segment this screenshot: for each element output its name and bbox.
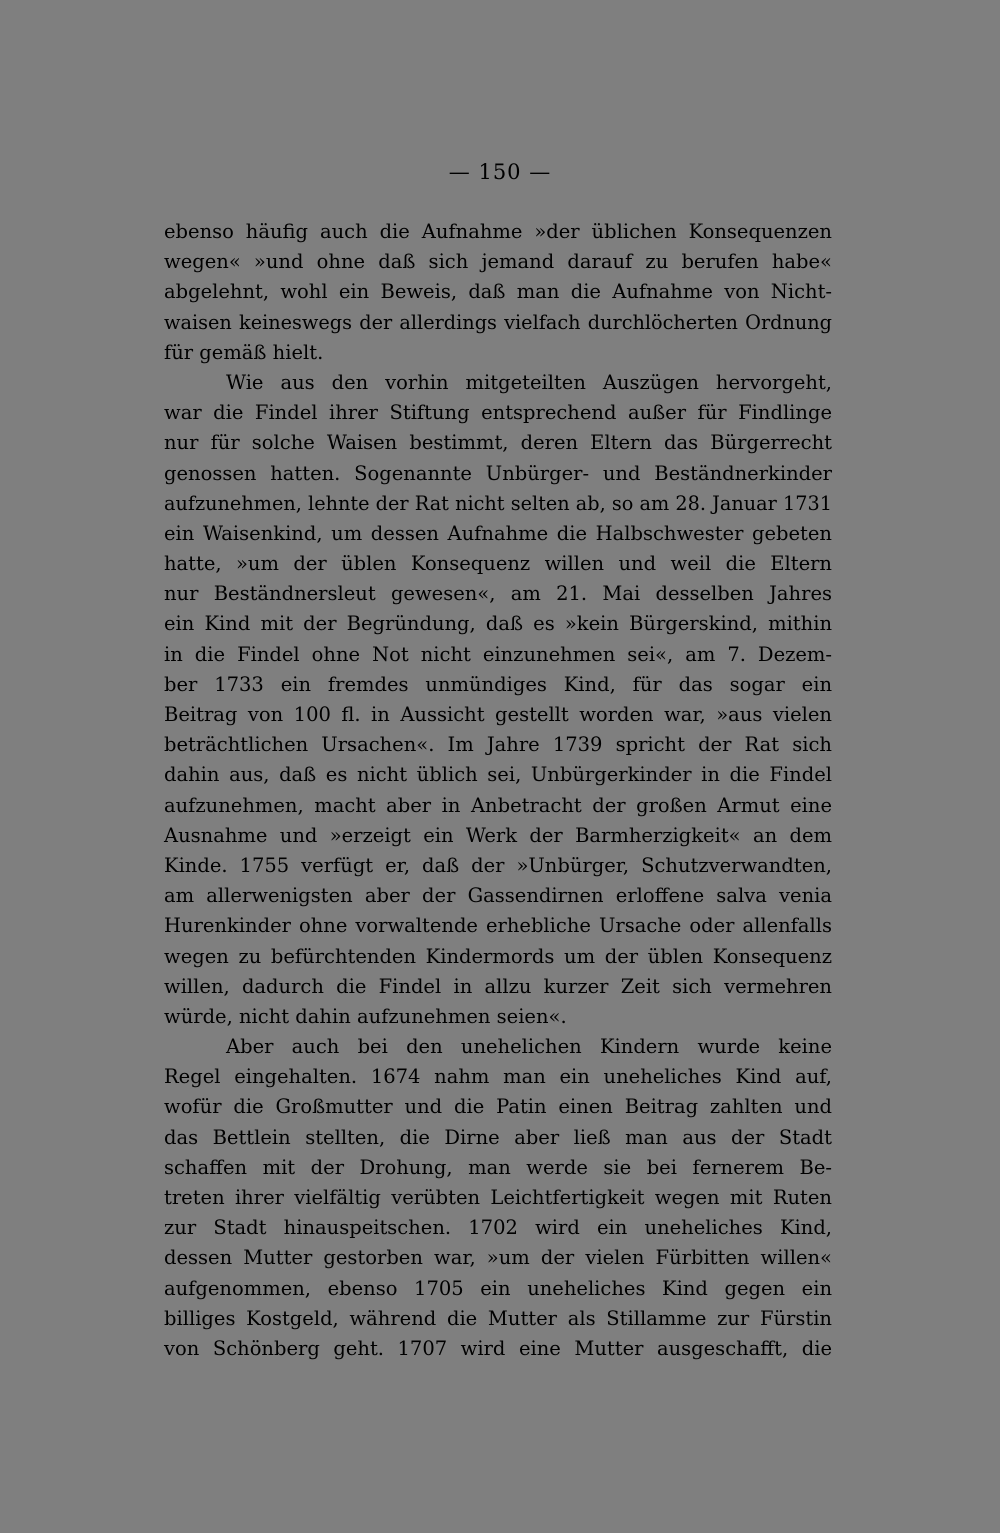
text-line: willen, dadurch die Findel in allzu kurzer Zeit sich vermehren bbox=[164, 974, 832, 998]
text-line: war die Findel ihrer Stiftung entsprechend außer für Findlinge bbox=[164, 401, 832, 425]
text-line: dessen Mutter gestorben war, »um der vielen Fürbitten willen« bbox=[164, 1246, 832, 1270]
text-line: dahin aus, daß es nicht üblich sei, Unbürgerkinder in die Findel bbox=[164, 763, 832, 787]
text-line: treten ihrer vielfältig verübten Leichtfertigkeit wegen mit Ruten bbox=[164, 1186, 832, 1209]
text-line: für gemäß hielt. bbox=[164, 340, 324, 364]
text-line: beträchtlichen Ursachen«. Im Jahre 1739 spricht der Rat sich bbox=[164, 733, 832, 757]
text-line: hatte, »um der üblen Konsequenz willen und weil die Eltern bbox=[164, 552, 832, 576]
text-line: waisen keineswegs der allerdings vielfach durchlöcherten Ordnung bbox=[164, 310, 832, 334]
text-line: ber 1733 ein fremdes unmündiges Kind, für das sogar ein bbox=[164, 672, 832, 696]
text-line: Wie aus den vorhin mitgeteilten Auszügen hervorgeht, bbox=[226, 370, 832, 394]
text-line: würde, nicht dahin aufzunehmen seien«. bbox=[164, 1004, 567, 1028]
text-line: Beitrag von 100 fl. in Aussicht gestellt worden war, »aus vielen bbox=[164, 703, 832, 726]
text-line: abgelehnt, wohl ein Beweis, daß man die Aufnahme von Nicht- bbox=[164, 280, 832, 304]
text-line: von Schönberg geht. 1707 wird eine Mutter ausgeschafft, die bbox=[164, 1336, 832, 1360]
text-line: ein Waisenkind, um dessen Aufnahme die Halbschwester gebeten bbox=[164, 521, 832, 545]
text-line: billiges Kostgeld, während die Mutter als Stillamme zur Fürstin bbox=[164, 1306, 832, 1330]
text-line: genossen hatten. Sogenannte Unbürger- und Beständnerkinder bbox=[164, 461, 832, 485]
text-line: in die Findel ohne Not nicht einzunehmen sei«, am 7. Dezem- bbox=[164, 642, 832, 666]
text-line: schaffen mit der Drohung, man werde sie bei fernerem Be- bbox=[164, 1155, 832, 1179]
text-line: nur Beständnersleut gewesen«, am 21. Mai desselben Jahres bbox=[164, 582, 832, 606]
text-line: ebenso häufig auch die Aufnahme »der üblichen Konsequenzen bbox=[164, 220, 832, 243]
text-line: Ausnahme und »erzeigt ein Werk der Barmherzigkeit« an dem bbox=[164, 823, 832, 847]
text-line: aufgenommen, ebenso 1705 ein uneheliches Kind gegen ein bbox=[164, 1276, 832, 1300]
page-number: — 150 — bbox=[448, 160, 552, 184]
text-line: Kinde. 1755 verfügt er, daß der »Unbürger, Schutzverwandten, bbox=[164, 853, 832, 877]
text-line: nur für solche Waisen bestimmt, deren Eltern das Bürgerrecht bbox=[164, 431, 832, 455]
text-line: Regel eingehalten. 1674 nahm man ein uneheliches Kind auf, bbox=[164, 1065, 832, 1089]
text-line: zur Stadt hinauspeitschen. 1702 wird ein uneheliches Kind, bbox=[164, 1216, 832, 1240]
text-line: Aber auch bei den unehelichen Kindern wurde keine bbox=[226, 1035, 832, 1059]
text-line: wofür die Großmutter und die Patin einen Beitrag zahlten und bbox=[164, 1095, 832, 1119]
text-line: ein Kind mit der Begründung, daß es »kein Bürgerskind, mithin bbox=[164, 612, 832, 636]
text-line: aufzunehmen, macht aber in Anbetracht der großen Armut eine bbox=[164, 793, 832, 817]
text-line: wegen zu befürchtenden Kindermords um der üblen Konsequenz bbox=[164, 944, 832, 968]
text-line: wegen« »und ohne daß sich jemand darauf zu berufen habe« bbox=[164, 250, 832, 274]
text-line: am allerwenigsten aber der Gassendirnen erloffene salva venia bbox=[164, 884, 832, 908]
body-text bbox=[164, 217, 832, 1364]
text-line: das Bettlein stellten, die Dirne aber ließ man aus der Stadt bbox=[164, 1125, 832, 1149]
text-line: aufzunehmen, lehnte der Rat nicht selten ab, so am 28. Januar 1731 bbox=[164, 491, 832, 515]
text-line: Hurenkinder ohne vorwaltende erhebliche Ursache oder allenfalls bbox=[164, 914, 832, 938]
